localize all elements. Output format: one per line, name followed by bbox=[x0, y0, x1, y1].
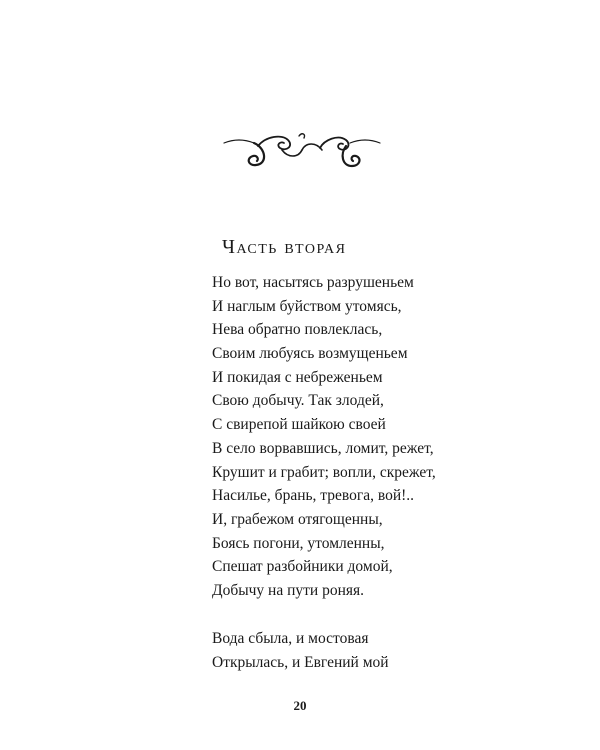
verse-line: Открылась, и Евгений мой bbox=[212, 653, 389, 671]
verse-line: Боясь погони, утомленны, bbox=[212, 534, 385, 552]
verse-line: И наглым буйством утомясь, bbox=[212, 297, 402, 315]
verse-line: И покидая с небреженьем bbox=[212, 368, 383, 386]
verse-line: И, грабежом отягощенны, bbox=[212, 510, 383, 528]
verse-line: Крушит и грабит; вопли, скрежет, bbox=[212, 463, 436, 481]
stanza-2 bbox=[212, 627, 389, 674]
verse-line: Своим любуясь возмущеньем bbox=[212, 345, 408, 363]
verse-line: В село ворвавшись, ломит, режет, bbox=[212, 439, 434, 457]
verse-line: Но вот, насытясь разрушеньем bbox=[212, 274, 414, 291]
stanza-1 bbox=[212, 271, 436, 603]
flourish-ornament-icon bbox=[222, 126, 382, 172]
chapter-title: Часть вторая bbox=[222, 236, 347, 258]
verse-line: Насилье, брань, тревога, вой!.. bbox=[212, 487, 415, 505]
verse-line: Вода сбыла, и мостовая bbox=[212, 630, 369, 647]
verse-line: Добычу на пути роняя. bbox=[212, 581, 365, 599]
verse-line: С свирепой шайкою своей bbox=[212, 416, 386, 434]
verse-line: Нева обратно повлеклась, bbox=[212, 321, 383, 339]
verse-line: Свою добычу. Так злодей, bbox=[212, 392, 384, 410]
verse-line: Спешат разбойники домой, bbox=[212, 558, 393, 576]
page-number: 20 bbox=[293, 698, 307, 713]
